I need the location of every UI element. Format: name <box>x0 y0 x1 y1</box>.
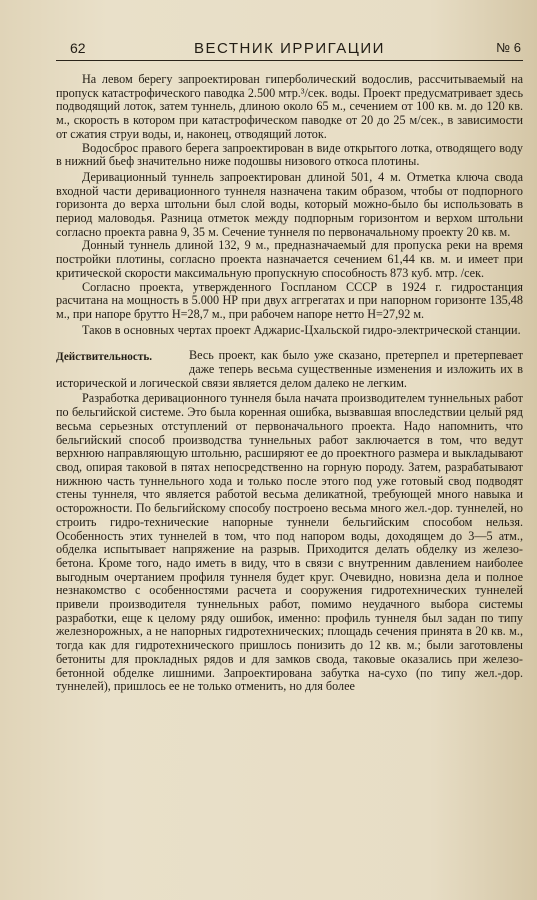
issue-number: № 6 <box>496 40 521 55</box>
section-heading: Действительность. <box>56 351 153 364</box>
paragraph: На левом берегу запроектирован гиперболический водослив, рассчитываемый на пропуск катастрофического паводка 2.500 мтр.³/сек. воды. Проект предусматривает здесь подводящий лоток, затем туннель, длиною около 65 м., сечением от 100 кв. м. до 120 кв. м., скорость в котором при катастрофическом паводке от 20 до 25 м/сек., в зависимости от сжатия струи воды, и, наконец, отводящий лоток. <box>56 72 523 141</box>
page-body <box>56 73 523 694</box>
paragraph: Водосброс правого берега запроектирован в виде открытого лотка, отводящего воду в нижний бьеф значительно ниже подошвы низового откоса плотины. <box>56 140 523 169</box>
paragraph: Весь проект, как было уже сказано, претерпел и претерпевает даже теперь весьма существенные изменения и изложить их в исторической и логической связи является делом далеко не легким. <box>56 348 523 390</box>
journal-title: ВЕСТНИК ИРРИГАЦИИ <box>194 40 385 57</box>
page-header <box>56 36 523 61</box>
paragraph: Деривационный туннель запроектирован длиной 501, 4 м. Отметка ключа свода входной части деривационного туннеля назначена таким образом, чтобы от подпорного горизонта до верха штольни был слой воды, который можно-было бы использовать в период маловодья. Разница отметок между подпорным горизонтом и верхом штольни согласно проекта равна 9, 35 м. Сечение туннеля по первоначальному проекту 20 кв. м. <box>56 169 523 239</box>
page-number: 62 <box>70 40 86 56</box>
paragraph: Таков в основных чертах проект Аджарис-Цхальской гидро-электрической станции. <box>82 322 521 337</box>
paragraph: Разработка деривационного туннеля была начата производителем туннельных работ по бельгийской системе. Это была коренная ошибка, вызвавшая впоследствии целый ряд весьма серьезных отступлений от первоначального проекта. Надо напомнить, что бельгийский способ производства туннельных работ заключается в том, что ведут верхнюю направляющую штольню, расширяют ее до проектного размера и выкладывают свод, опирая таковой в пятах непосредственно на горную породу. Затем, разрабатывают нижнюю часть туннельного хода и только после этого под уже готовый свод подводят стены туннеля, что является работой весьма деликатной, требующей много навыка и осторожности. По бельгийскому способу построено весьма много жел.-дор. туннелей, но строить гидро-технические напорные туннели бельгийским способом нельзя. Особенность этих туннелей в том, что под напором воды, доходящем до 3—5 атм., обделка испытывает напряжение на разрыв. Приходится делать обделку из железо-бетона. Кроме того, надо иметь в виду, что в связи с внутренним давлением наиболее выгодным очертанием профиля туннеля будет круг. Очевидно, новизна дела и полное незнакомство с особенностями расчета и сооружения гидротехнических туннелей привели производителя туннельных работ, помимо неудачного выбора системы разработки, еще к целому ряду ошибок, именно: профиль туннеля был задан по типу железнорожных, а не напорных гидротехнических; площадь сечения принята в 20 кв. м., тогда как для гидротехнического пришлось понизить до 12 кв. м.; были заготовлены бетониты для прокладных рядов и для замков свода, таковые оказались при железо-бетонной обделке лишними. Запроектирована забутка на-сухо (по типу жел.-дор. туннелей), пришлось ее не только отменить, но для более <box>56 391 523 694</box>
paragraph: Донный туннель длиной 132, 9 м., предназначаемый для пропуска реки на время постройки плотины, согласно проекта назначается сечением 61,44 кв. м. и имеет при критической скорости максимальную пропускную способность 873 куб. мтр. /сек. <box>56 238 523 280</box>
section-reality <box>56 349 523 694</box>
paragraph: Согласно проекта, утвержденного Госпланом СССР в 1924 г. гидростанция расчитана на мощность в 5.000 НР при двух аггрегатах и при напорном горизонте 135,48 м., при напоре брутто Н=28,7 м., при рабочем напоре нетто Н=27,92 м. <box>56 279 523 321</box>
